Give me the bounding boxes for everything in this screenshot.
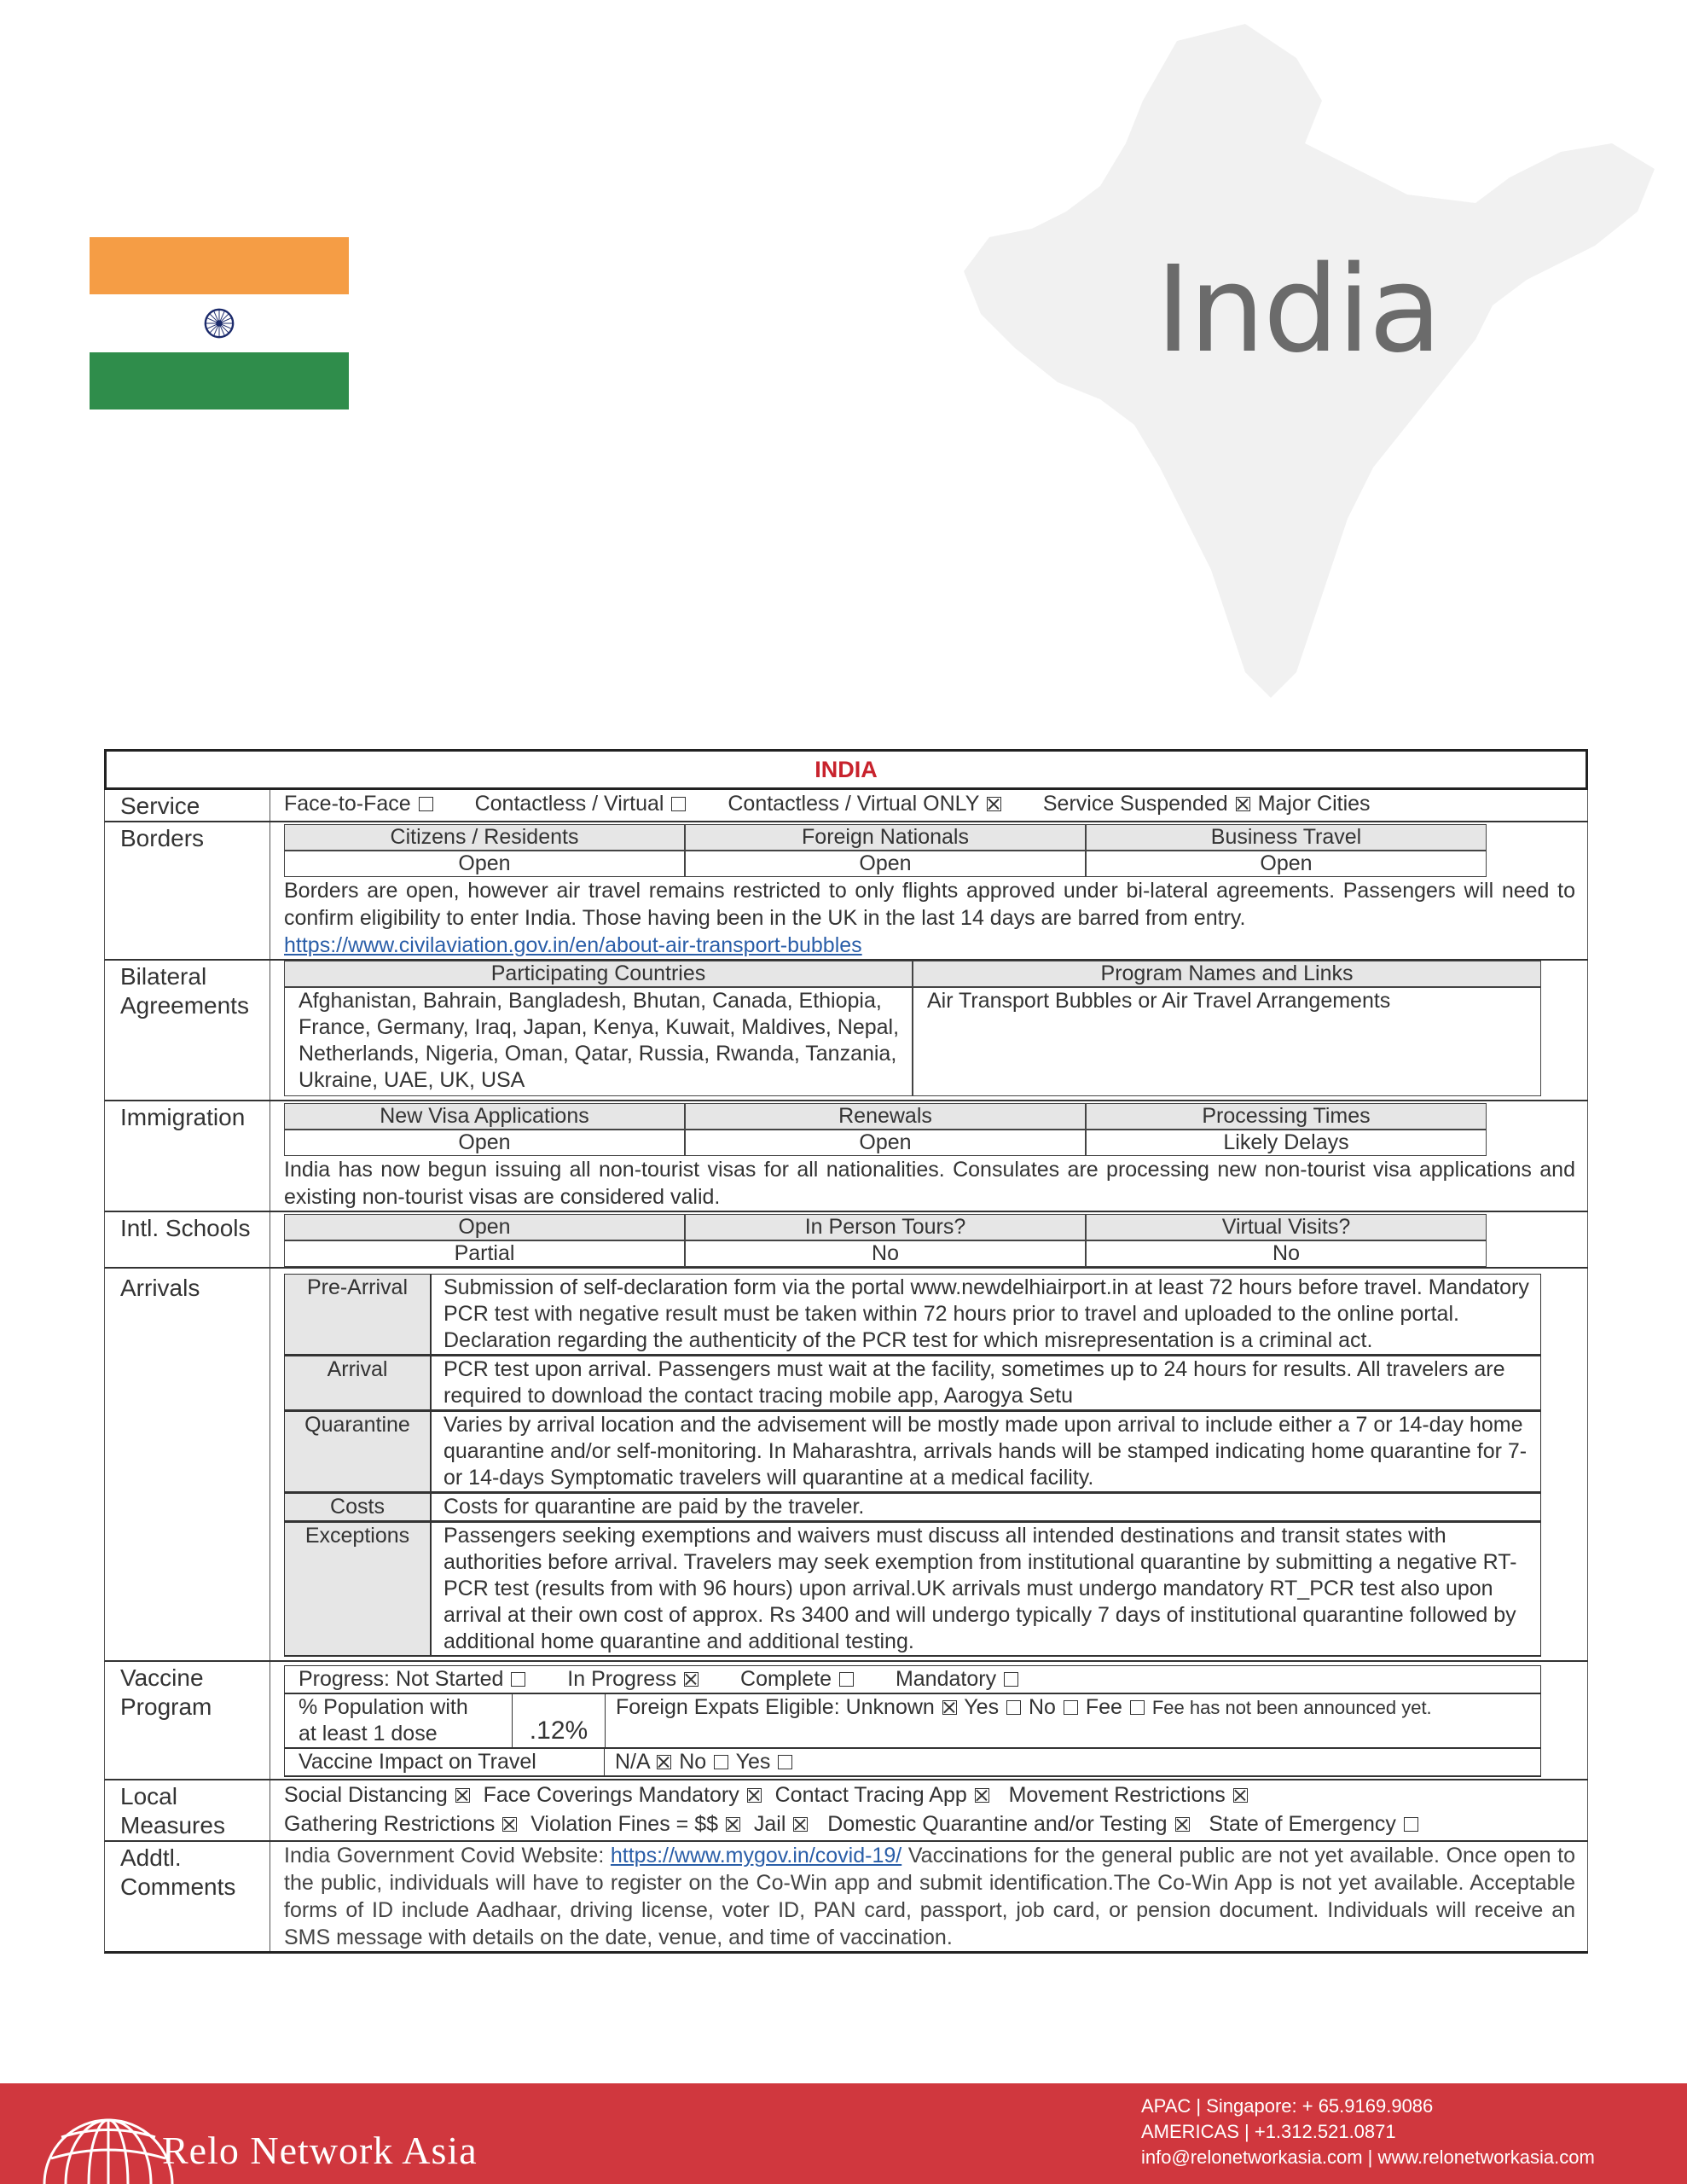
checkbox-checked-icon [987, 797, 1001, 811]
row-label: Intl. Schools [105, 1212, 270, 1267]
option-label: No [1028, 1695, 1056, 1719]
option-label: Movement Restrictions [1008, 1783, 1226, 1807]
grid-value: Likely Delays [1086, 1130, 1487, 1156]
bilateral-body [284, 987, 1541, 1096]
option-label: Fee [1085, 1695, 1122, 1719]
row-label: Arrivals [105, 1269, 270, 1660]
label-line: Comments [120, 1873, 236, 1900]
option-label: Face Coverings Mandatory [483, 1783, 739, 1807]
contact-apac: APAC | Singapore: + 65.9169.9086 [1141, 2095, 1434, 2117]
expats-eligibility [606, 1694, 1540, 1747]
option-label: Domestic Quarantine and/or Testing [827, 1812, 1168, 1836]
label-line: Agreements [120, 992, 249, 1019]
vaccine-row [104, 1662, 1588, 1780]
grid-value: Open [685, 1130, 1086, 1156]
arrivals-row-exceptions [284, 1522, 1541, 1657]
label-line: Local [120, 1783, 177, 1809]
flag-white-band [90, 294, 349, 352]
row-label [105, 1842, 270, 1951]
comments-row [104, 1842, 1588, 1954]
schools-row [104, 1212, 1588, 1269]
checkbox-checked-icon [747, 1788, 762, 1803]
row-label: Borders [105, 822, 270, 959]
option-label: Violation Fines = $$ [530, 1812, 719, 1836]
option-label: Jail [753, 1812, 786, 1836]
service-note: Major Cities [1257, 792, 1371, 816]
checkbox-unchecked-icon [1006, 1700, 1021, 1715]
option-label: Contactless / Virtual [474, 792, 664, 816]
checkbox-checked-icon [1175, 1817, 1190, 1832]
vaccine-content [270, 1662, 1588, 1779]
globe-logo-icon [36, 2090, 181, 2184]
arrivals-row [104, 1269, 1588, 1662]
label-line: % Population with [299, 1695, 468, 1719]
bilateral-content [270, 961, 1588, 1100]
immigration-value-grid [284, 1130, 1487, 1156]
contact-americas: AMERICAS | +1.312.521.0871 [1141, 2121, 1396, 2142]
checkbox-unchecked-icon [714, 1755, 728, 1769]
checkbox-checked-icon [975, 1788, 989, 1803]
grid-header: Processing Times [1086, 1103, 1487, 1130]
expats-label: Foreign Expats Eligible: [616, 1695, 840, 1719]
vaccine-population-line [284, 1694, 1541, 1749]
grid-value: No [1086, 1240, 1487, 1267]
contact-email-web: info@relonetworkasia.com | www.relonetworkasia.com [1141, 2146, 1595, 2168]
option-label: No [679, 1750, 707, 1774]
option-label: Social Distancing [284, 1783, 448, 1807]
progress-label: Progress: [299, 1667, 390, 1691]
schools-header-grid [284, 1214, 1487, 1240]
arrivals-label: Exceptions [285, 1523, 432, 1655]
grid-value: Open [284, 1130, 685, 1156]
borders-content [270, 822, 1588, 959]
local-measures-content [270, 1780, 1588, 1840]
checkbox-checked-icon [942, 1700, 957, 1715]
program-names: Air Transport Bubbles or Air Travel Arrangements [913, 987, 1541, 1096]
row-label [105, 961, 270, 1100]
arrivals-label: Costs [285, 1494, 432, 1520]
arrivals-text: Passengers seeking exemptions and waivers must discuss all intended destinations and transit states with authorities before arrival. Travelers may seek exemption from institutional quarantine by submitting a negative RT-PCR test (results from with 96 hours) upon arrival.UK arrivals must undergo mandatory RT_PCR test also upon arrival at their own cost of approx. Rs 3400 and will undergo typically 7 days of institutional quarantine followed by additional home quarantine and additional testing. [443, 1524, 1517, 1653]
impact-label: Vaccine Impact on Travel [285, 1749, 605, 1775]
option-label: Yes [735, 1750, 771, 1774]
borders-link[interactable]: https://www.civilaviation.gov.in/en/about-air-transport-bubbles [284, 933, 862, 957]
checkbox-unchecked-icon [511, 1672, 525, 1687]
immigration-row [104, 1101, 1588, 1212]
arrivals-text: Submission of self-declaration form via the portal www.newdelhiairport.in at least 72 hours before travel. Mandatory PCR test with negative result must be taken within 72 hours prior to travel and uploaded to the online portal. Declaration regarding the authenticity of the PCR test for which misrepresentation is a criminal act. [443, 1275, 1529, 1352]
immigration-header-grid [284, 1103, 1487, 1130]
option-label: Complete [740, 1667, 832, 1691]
borders-value-grid [284, 851, 1487, 877]
option-label: Not Started [395, 1667, 504, 1691]
bilateral-header-grid [284, 961, 1541, 987]
borders-row [104, 822, 1588, 961]
country-title: India [1156, 241, 1441, 380]
population-value: .12% [513, 1694, 606, 1747]
grid-header: New Visa Applications [284, 1103, 685, 1130]
immigration-text: India has now begun issuing all non-tourist visas for all nationalities. Consulates are processing new non-tourist visa applications and existing non-tourist visas are considered valid. [284, 1158, 1575, 1209]
immigration-content [270, 1101, 1588, 1211]
checkbox-unchecked-icon [1404, 1817, 1418, 1832]
option-label: Face-to-Face [284, 792, 411, 816]
grid-value: Open [685, 851, 1086, 877]
service-row [104, 790, 1588, 822]
checkbox-checked-icon [455, 1788, 470, 1803]
checkbox-unchecked-icon [671, 797, 686, 811]
comments-body: Vaccinations for the general public are not yet available. Once open to the public, individuals will have to register on the Co-Win app and submit identification.The Co-Win App is not yet available. Acceptable forms of ID include Aadhaar, driving license, voter ID, PAN card, passport, job card, or pension document. Individuals will receive an SMS message with details on the date, venue, and time of vaccination. [284, 1844, 1576, 1949]
india-flag [90, 237, 349, 410]
grid-value: Partial [284, 1240, 685, 1267]
option-label: State of Emergency [1209, 1812, 1396, 1836]
comments-prefix: India Government Covid Website: [284, 1844, 605, 1867]
service-options [270, 790, 1588, 821]
borders-text: Borders are open, however air travel remains restricted to only flights approved under bi-lateral agreements. Passengers will need to confirm eligibility to enter India. Those having been in the UK in the last 14 days are barred from entry. [284, 879, 1575, 930]
option-label: Unknown [845, 1695, 935, 1719]
grid-header: Foreign Nationals [685, 824, 1086, 851]
checkbox-unchecked-icon [778, 1755, 792, 1769]
option-label: In Progress [567, 1667, 677, 1691]
borders-header-grid [284, 824, 1487, 851]
row-label [105, 1662, 270, 1779]
grid-value: No [685, 1240, 1086, 1267]
comments-text [284, 1842, 1587, 1951]
arrivals-content [270, 1269, 1588, 1660]
grid-value: Open [1086, 851, 1487, 877]
arrivals-row-pre-arrival [284, 1274, 1541, 1356]
arrivals-table [284, 1274, 1541, 1657]
grid-header: Open [284, 1214, 685, 1240]
flag-green-band [90, 352, 349, 410]
checkbox-checked-icon [793, 1817, 808, 1832]
arrivals-row-arrival [284, 1356, 1541, 1411]
vaccine-impact-line [284, 1749, 1541, 1777]
label-line: Addtl. [120, 1844, 182, 1871]
arrivals-text: PCR test upon arrival. Passengers must wait at the facility, sometimes up to 24 hours for results. All travelers are required to download the contact tracing mobile app, Aarogya Setu [443, 1357, 1505, 1408]
label-line: Vaccine [120, 1664, 204, 1691]
checkbox-checked-icon [502, 1817, 517, 1832]
grid-header: Business Travel [1086, 824, 1487, 851]
option-label: Yes [964, 1695, 1000, 1719]
fee-note: Fee has not been announced yet. [1151, 1697, 1432, 1718]
schools-content [270, 1212, 1588, 1267]
arrivals-row-costs [284, 1493, 1541, 1522]
label-line: at least 1 dose [299, 1722, 438, 1745]
ashoka-chakra-icon [203, 307, 235, 340]
arrivals-text: Varies by arrival location and the advisement will be mostly made upon arrival to include either a 7 or 14-day home quarantine and/or self-monitoring. In Maharashtra, arrivals hands will be stamped indicating home quarantine for 7- or 14-days Symptomatic travelers will quarantine at a medical facility. [443, 1413, 1528, 1490]
checkbox-checked-icon [657, 1755, 671, 1769]
grid-header: Program Names and Links [913, 961, 1541, 987]
vaccine-progress [284, 1665, 1541, 1694]
vaccine-table [284, 1665, 1541, 1777]
footer [0, 2083, 1687, 2184]
arrivals-row-quarantine [284, 1411, 1541, 1493]
checkbox-checked-icon [684, 1672, 699, 1687]
arrivals-label: Arrival [285, 1356, 432, 1409]
covid-website-link[interactable]: https://www.mygov.in/covid-19/ [610, 1844, 902, 1867]
option-label: Contactless / Virtual ONLY [728, 792, 979, 816]
grid-header: Citizens / Residents [284, 824, 685, 851]
option-label: Mandatory [895, 1667, 997, 1691]
flag-saffron-band [90, 237, 349, 294]
checkbox-unchecked-icon [839, 1672, 854, 1687]
checkbox-checked-icon [1233, 1788, 1248, 1803]
label-line: Program [120, 1693, 212, 1720]
checkbox-unchecked-icon [419, 797, 433, 811]
row-label [105, 1780, 270, 1840]
population-label [285, 1694, 513, 1747]
grid-header: Renewals [685, 1103, 1086, 1130]
option-label: Service Suspended [1042, 792, 1228, 816]
option-label: Contact Tracing App [774, 1783, 967, 1807]
checkbox-checked-icon [1236, 797, 1250, 811]
checkbox-unchecked-icon [1004, 1672, 1018, 1687]
grid-value: Open [284, 851, 685, 877]
impact-options [605, 1749, 1540, 1775]
local-measures-row [104, 1780, 1588, 1842]
contact-info [1141, 2094, 1595, 2170]
schools-value-grid [284, 1240, 1487, 1267]
grid-header: Participating Countries [284, 961, 913, 987]
country-info-table [104, 749, 1588, 1954]
checkbox-unchecked-icon [1064, 1700, 1078, 1715]
bilateral-row [104, 961, 1588, 1101]
label-line: Bilateral [120, 963, 207, 990]
participating-countries: Afghanistan, Bahrain, Bangladesh, Bhutan, Canada, Ethiopia, France, Germany, Iraq, Japan, Kenya, Kuwait, Maldives, Nepal, Netherlands, Nigeria, Oman, Qatar, Russia, Rwanda, Tanzania, Ukraine, UAE, UK, USA [284, 987, 913, 1096]
label-line: Measures [120, 1812, 225, 1838]
option-label: N/A [615, 1750, 650, 1774]
comments-content [270, 1842, 1588, 1951]
checkbox-unchecked-icon [1130, 1700, 1145, 1715]
arrivals-text: Costs for quarantine are paid by the traveler. [443, 1495, 865, 1519]
grid-header: In Person Tours? [685, 1214, 1086, 1240]
brand-name: Relo Network Asia [162, 2129, 478, 2172]
arrivals-label: Pre-Arrival [285, 1275, 432, 1354]
row-label: Immigration [105, 1101, 270, 1211]
option-label: Gathering Restrictions [284, 1812, 496, 1836]
table-title: INDIA [104, 749, 1588, 790]
arrivals-label: Quarantine [285, 1412, 432, 1491]
checkbox-checked-icon [726, 1817, 740, 1832]
grid-header: Virtual Visits? [1086, 1214, 1487, 1240]
row-label: Service [105, 790, 270, 821]
